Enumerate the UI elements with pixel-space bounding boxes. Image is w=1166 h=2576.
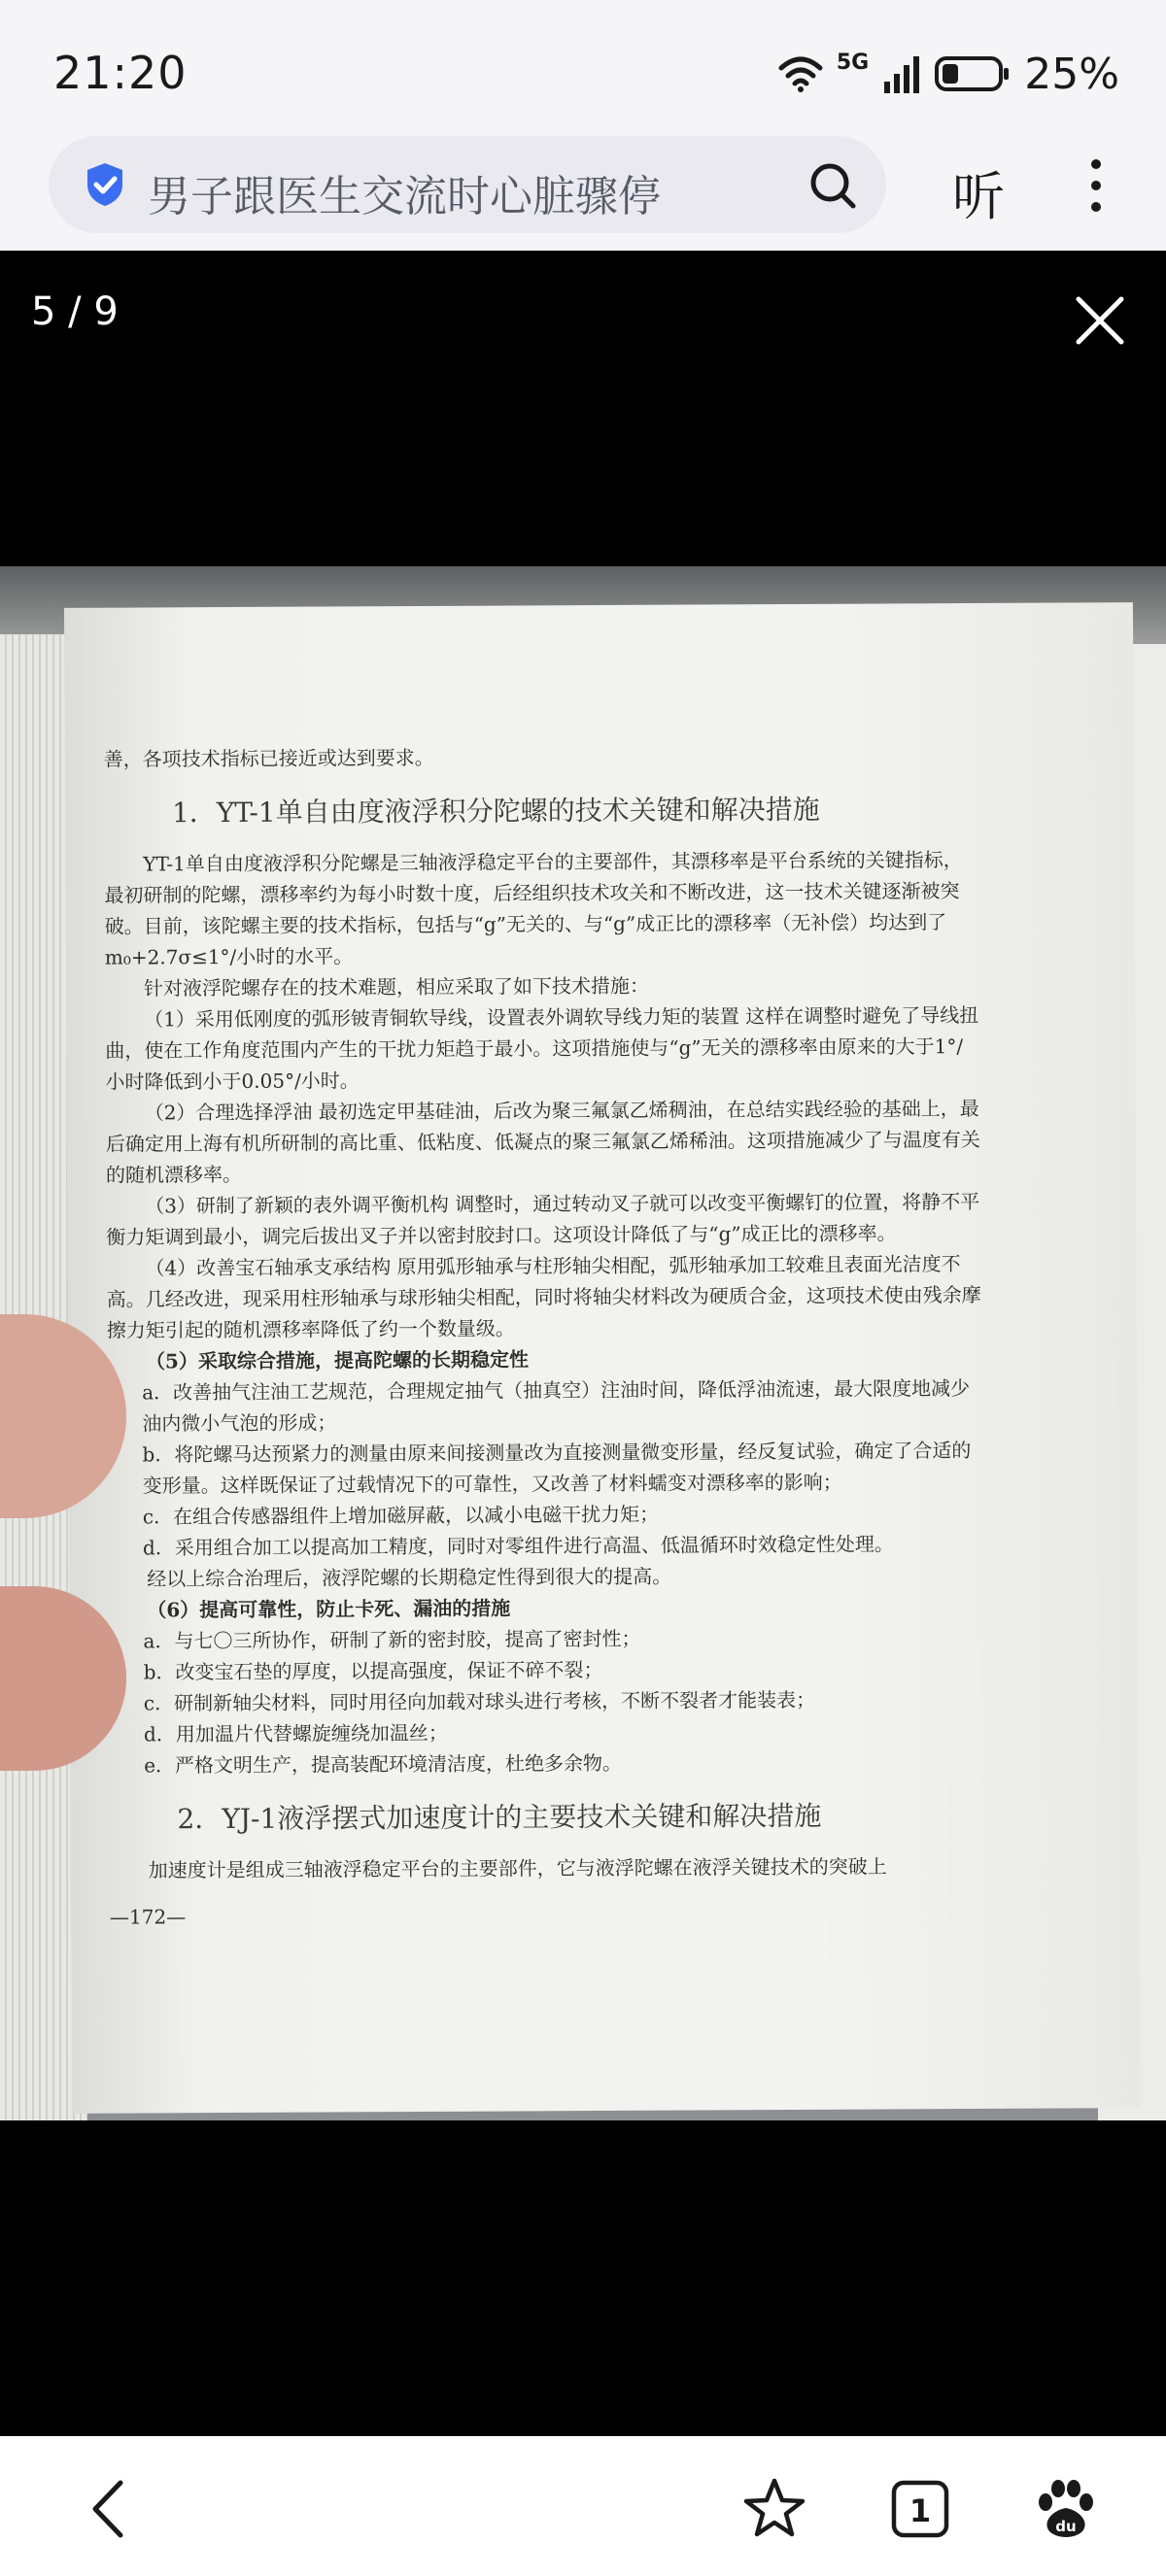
paragraph: （1）采用低刚度的弧形铍青铜软导线，设置表外调软导线力矩的装置 这样在调整时避免了导线扭曲，使在工作角度范围内产生的干扰力矩趋于最小。这项措施使与“g”无关的漂移率由原来的大于1°/小时降低到小于0.05°/小时。 (105, 1002, 979, 1094)
status-bar (0, 0, 1166, 136)
paragraph: （2）合理选择浮油 最初选定甲基硅油，后改为聚三氟氯乙烯稠油，在总结实践经验的基础上，最后确定用上海有机所研制的高比重、低粘度、低凝点的聚三氟氯乙烯稀油。这项措施减少了与温度有关的随机漂移率。 (105, 1096, 980, 1187)
shield-icon (84, 161, 126, 208)
paragraph: b．将陀螺马达预紧力的测量由原来间接测量改为直接测量微变形量，经反复试验，确定了合适的变形量。这样既保证了过载情况下的可靠性，又改善了材料蠕变对漂移率的影响； (142, 1439, 972, 1498)
paragraph: d．采用组合加工以提高加工精度，同时对零组件进行高温、低温循环时效稳定性处理。 (142, 1532, 894, 1560)
paragraph: c．在组合传感器组件上增加磁屏蔽，以减小电磁干扰力矩； (142, 1502, 660, 1529)
paragraph: YT-1单自由度液浮积分陀螺是三轴液浮稳定平台的主要部件，其漂移率是平台系统的关键指标，最初研制的陀螺，漂移率约为每小时数十度，后经组织技术攻关和不断改进，这一技术关键逐渐被突破。目前，该陀螺主要的技术指标，包括与“g”无关的、与“g”成正比的漂移率（无补偿）均达到了m₀+2.7σ≤1°/小时的水平。 (104, 848, 963, 969)
paragraph: 针对液浮陀螺存在的技术难题，相应采取了如下技术措施： (143, 973, 650, 1000)
paragraph: （6）提高可靠性，防止卡死、漏油的措施 (147, 1596, 511, 1622)
baidu-paw-icon[interactable] (1032, 2475, 1100, 2543)
paragraph: d．用加温片代替螺旋缠绕加温丝； (143, 1720, 448, 1746)
status-time: 21:20 (53, 47, 188, 99)
section-title: 1．YT-1单自由度液浮积分陀螺的技术关键和解决措施 (171, 793, 820, 830)
page-text (104, 739, 984, 1933)
page-number: —172— (109, 1905, 187, 1929)
book-page (64, 602, 1141, 2114)
svg-text:1: 1 (909, 2492, 932, 2529)
bottom-navigation (0, 2436, 1166, 2576)
signal-icon (882, 54, 921, 93)
paragraph: c．研制新轴尖材料，同时用径向加载对球头进行考核，不断不裂者才能装表； (143, 1687, 816, 1715)
paragraph: 加速度计是组成三轴液浮稳定平台的主要部件，它与液浮陀螺在液浮关键技术的突破上 (148, 1854, 887, 1882)
paragraph: 经以上综合治理后，液浮陀螺的长期稳定性得到很大的提高。 (147, 1564, 672, 1591)
image-viewer (0, 251, 1166, 2436)
back-icon[interactable] (78, 2475, 146, 2543)
network-type: 5G (836, 50, 870, 75)
wifi-icon (778, 54, 823, 93)
image-counter: 5 / 9 (31, 289, 119, 334)
paragraph: a．改善抽气注油工艺规范，合理规定抽气（抽真空）注油时间，降低浮油流速，最大限度地减少油内微小气泡的形成； (142, 1376, 971, 1436)
paragraph: b．改变宝石垫的厚度，以提高强度，保证不碎不裂； (143, 1658, 603, 1684)
battery-level: 25% (1024, 49, 1119, 99)
paragraph: 善，各项技术指标已接近或达到要求。 (103, 745, 434, 771)
search-query[interactable]: 男子跟医生交流时心脏骤停 (148, 172, 661, 221)
close-icon[interactable] (1069, 289, 1131, 352)
paragraph: （3）研制了新颖的表外调平衡机构 调整时，通过转动叉子就可以改变平衡螺钉的位置，将静不平衡力矩调到最小，调完后拔出叉子并以密封胶封口。这项设计降低了与“g”成正比的漂移率。 (106, 1189, 980, 1249)
status-indicators (778, 47, 1119, 101)
star-icon[interactable] (740, 2475, 808, 2543)
search-icon[interactable] (808, 161, 857, 210)
paragraph: a．与七〇三所协作，研制了新的密封胶，提高了密封性； (143, 1626, 641, 1653)
search-box[interactable] (49, 136, 886, 233)
tabs-icon[interactable] (886, 2475, 954, 2543)
section-title: 2．YJ-1液浮摆式加速度计的主要技术关键和解决措施 (177, 1799, 822, 1836)
svg-text:du: du (1055, 2518, 1077, 2535)
more-menu-icon[interactable] (1077, 155, 1115, 218)
battery-icon (935, 54, 1011, 93)
paragraph: （5）采取综合措施，提高陀螺的长期稳定性 (145, 1347, 529, 1373)
book-page-photo[interactable] (0, 566, 1166, 2120)
paragraph: （4）改善宝石轴承支承结构 原用弧形轴承与柱形轴尖相配，弧形轴承加工较难且表面光洁度不高。几经改进，现采用柱形轴承与球形轴尖相配，同时将轴尖材料改为硬质合金，这项技术使由残余摩擦力矩引起的随机漂移率降低了约一个数量级。 (106, 1252, 981, 1342)
listen-button[interactable]: 听 (952, 166, 1005, 227)
paragraph: e．严格文明生产，提高装配环境清洁度，杜绝多余物。 (144, 1750, 623, 1778)
